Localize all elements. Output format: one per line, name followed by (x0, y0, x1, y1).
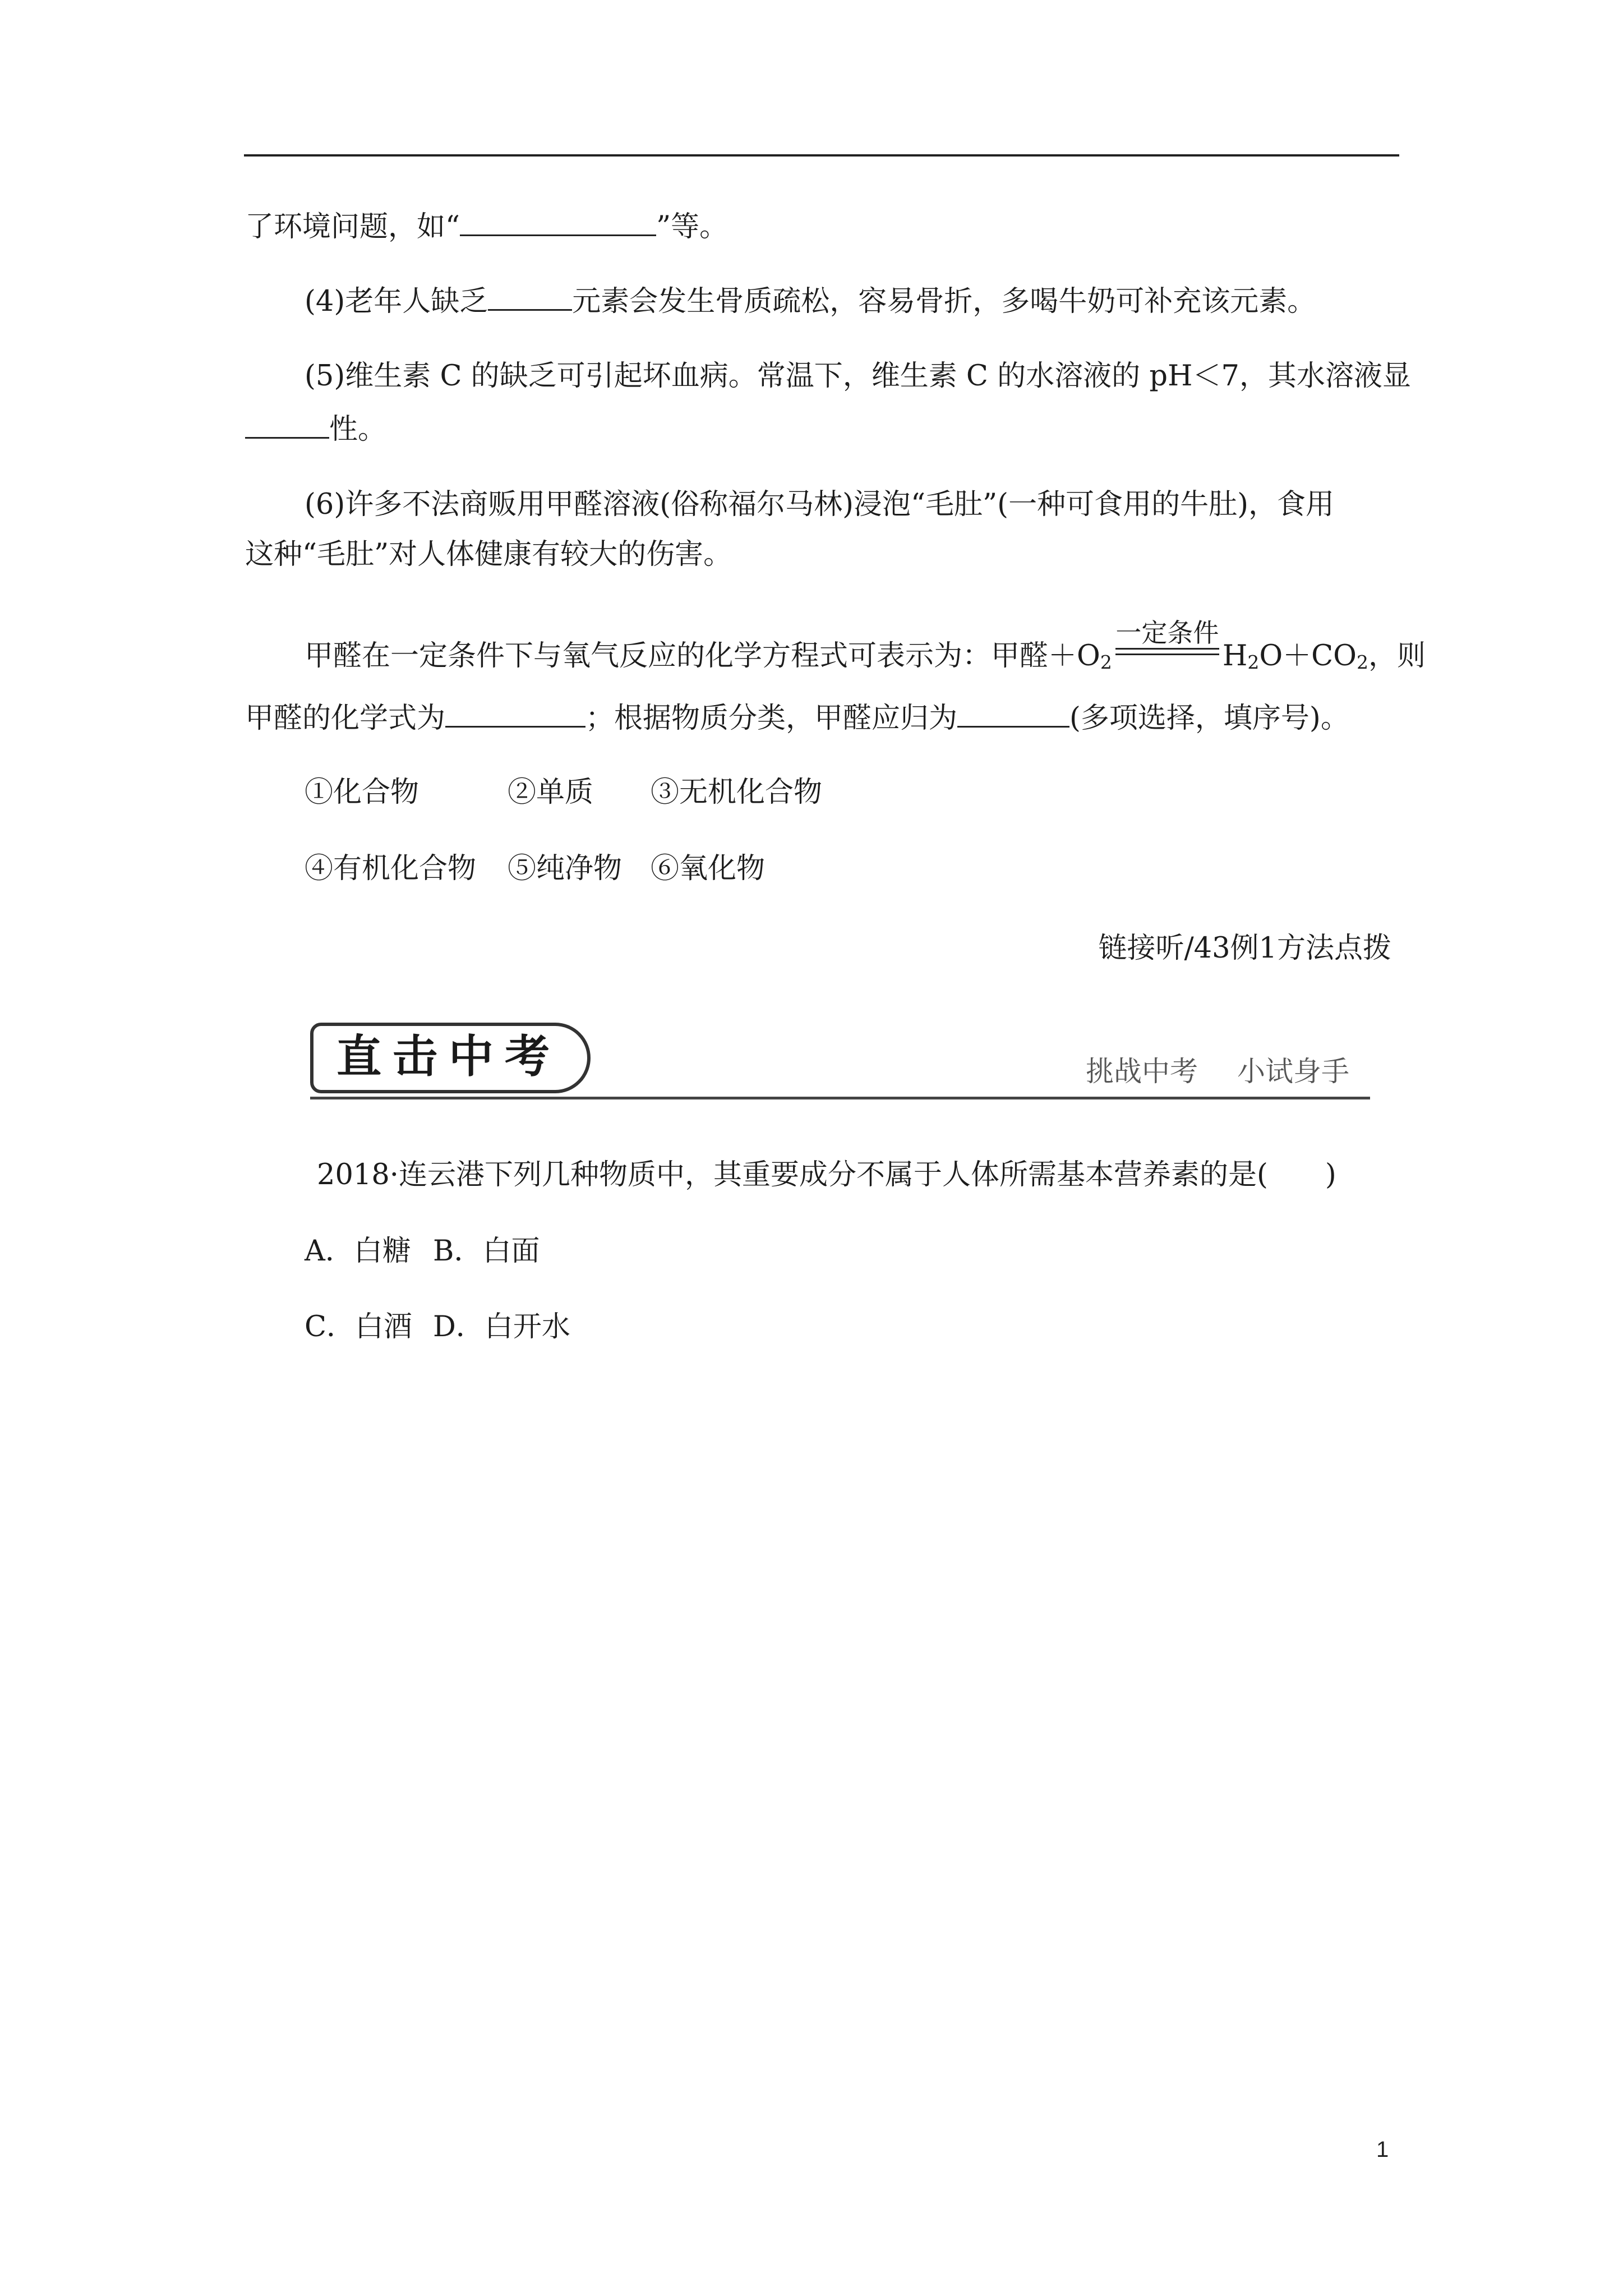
h2o-subscript: 2 (1247, 651, 1260, 673)
condition-text: 一定条件 (1115, 618, 1219, 648)
answer-blank-formula[interactable] (445, 697, 585, 728)
question-5 (305, 358, 1411, 395)
option-4: ④有机化合物 (305, 852, 477, 885)
formula-line (245, 697, 1349, 737)
choice-a[interactable]: A．白糖 (305, 1235, 411, 1268)
choice-b[interactable]: B．白面 (433, 1235, 540, 1268)
equation-line (305, 618, 1426, 681)
banner-title: 直击中考 (336, 1030, 561, 1083)
answer-blank-q5[interactable] (245, 408, 329, 439)
option-1: ①化合物 (305, 776, 419, 809)
q6-text-line1: (6)许多不法商贩用甲醛溶液(俗称福尔马林)浸泡“毛肚”(一种可食用的牛肚)，食用 (305, 488, 1334, 521)
o2-subscript: 2 (1100, 651, 1112, 673)
equation-text-post: ，则 (1368, 639, 1426, 673)
header-rule (244, 154, 1399, 157)
paragraph-line-env (245, 205, 728, 246)
formula-text-post: (多项选择，填序号)。 (1069, 702, 1349, 735)
option-6: ⑥氧化物 (651, 852, 766, 885)
co2-subscript: 2 (1356, 651, 1368, 673)
question-5-cont (245, 408, 386, 448)
equals-bar-bottom (1115, 654, 1219, 655)
h2o-o-co: O＋CO (1259, 639, 1357, 673)
option-3: ③无机化合物 (651, 776, 823, 809)
formula-text-mid: ；根据物质分类，甲醛应归为 (585, 702, 958, 735)
option-2: ②单质 (508, 776, 594, 809)
reaction-condition (1115, 618, 1219, 665)
choice-c[interactable]: C．白酒 (305, 1310, 413, 1343)
q4-text-post: 元素会发生骨质疏松，容易骨折，多喝牛奶可补充该元素。 (572, 285, 1316, 318)
page-number: 1 (1376, 2137, 1389, 2162)
q5-text-post: 性。 (329, 413, 387, 446)
question-6-cont (245, 536, 732, 573)
answer-blank-q4[interactable] (488, 280, 572, 311)
env-text-pre: 了环境问题，如“ (245, 210, 460, 243)
question-stem: 2018·连云港下列几种物质中，其重要成分不属于人体所需基本营养素的是( ) (317, 1158, 1336, 1191)
question-6 (305, 486, 1334, 523)
answer-blank-classification[interactable] (957, 697, 1069, 728)
q5-text-line1: (5)维生素 C 的缺乏可引起坏血病。常温下，维生素 C 的水溶液的 pH＜7，其水溶液显 (305, 360, 1411, 393)
env-text-post: ”等。 (656, 210, 728, 243)
q6-text-line2: 这种“毛肚”对人体健康有较大的伤害。 (245, 538, 732, 571)
banner-underline (310, 1097, 1370, 1099)
equation-text-pre: 甲醛在一定条件下与氧气反应的化学方程式可表示为：甲醛＋O (305, 639, 1100, 673)
answer-blank-env[interactable] (460, 205, 656, 236)
formula-text-pre: 甲醛的化学式为 (245, 702, 446, 735)
q4-text-pre: (4)老年人缺乏 (305, 285, 488, 318)
h2o-h: H (1222, 639, 1248, 673)
equals-bar-top (1115, 648, 1219, 650)
banner-tagline-1: 挑战中考 (1086, 1055, 1198, 1088)
question-4 (305, 280, 1316, 320)
choice-d[interactable]: D．白开水 (433, 1310, 570, 1343)
link-text[interactable]: 链接听/43例1方法点拨 (1098, 932, 1391, 965)
banner-tagline-2: 小试身手 (1237, 1055, 1349, 1088)
option-5: ⑤纯净物 (508, 852, 623, 885)
banner-tagline (1086, 1055, 1349, 1088)
